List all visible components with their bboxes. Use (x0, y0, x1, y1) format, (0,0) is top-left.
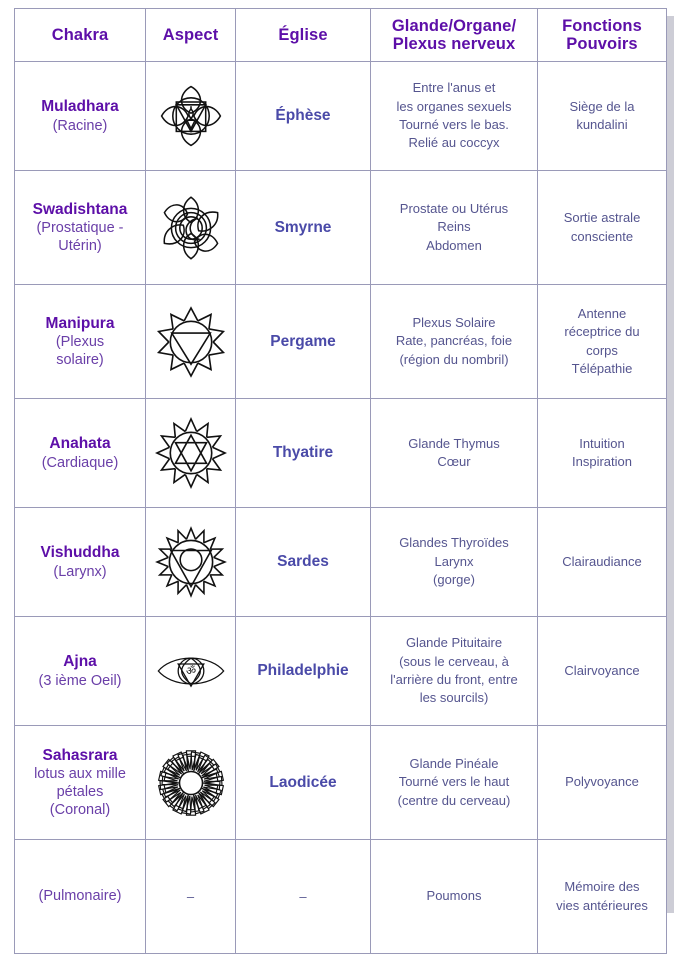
glande-text: Glande Thymus Cœur (408, 435, 500, 469)
sahasrara-thousand-petal-lotus-icon (151, 730, 230, 835)
cell-glande (371, 399, 538, 508)
table-row (15, 840, 667, 954)
cell-fonctions (538, 285, 667, 399)
cell-glande (371, 617, 538, 726)
cell-glande (371, 508, 538, 617)
table-row (15, 726, 667, 840)
chakra-name: Muladhara (41, 98, 119, 116)
cell-aspect-symbol (146, 62, 236, 171)
cell-aspect-symbol (146, 285, 236, 399)
eglise-name: Pergame (270, 332, 336, 350)
chakra-subtitle: (3 ième Oeil) (38, 672, 122, 689)
cell-eglise (236, 399, 371, 508)
fonctions-text: Antenne réceptrice du corps Télépathie (564, 305, 640, 376)
fonctions-text: Mémoire des vies antérieures (556, 879, 648, 913)
cell-chakra-name (15, 171, 146, 285)
cell-fonctions (538, 840, 667, 954)
cell-chakra-name (15, 726, 146, 840)
cell-eglise (236, 171, 371, 285)
column-header-glande-line2: Plexus nerveux (392, 35, 516, 53)
column-header-glande-line1: Glande/Organe/ (391, 16, 517, 35)
cell-chakra-name (15, 840, 146, 954)
cell-glande (371, 171, 538, 285)
eglise-name: Smyrne (274, 218, 332, 236)
eglise-name: Philadelphie (257, 662, 349, 679)
table-body (15, 62, 667, 954)
table-row (15, 617, 667, 726)
chakra-subtitle: (Prostatique - Utérin) (36, 220, 124, 255)
glande-text: Glande Pituitaire (sous le cerveau, à l'arrière du front, entre les sourcils) (390, 635, 518, 706)
cell-fonctions (538, 62, 667, 171)
cell-chakra-name (15, 62, 146, 171)
cell-eglise (236, 62, 371, 171)
cell-glande (371, 285, 538, 399)
header-row (15, 9, 667, 62)
column-header-chakra-label: Chakra (51, 25, 109, 44)
eglise-name: Laodicée (269, 773, 337, 791)
column-header-eglise-label: Église (278, 25, 328, 44)
chakra-name: Vishuddha (40, 544, 120, 562)
chakra-subtitle: lotus aux mille pétales (Coronal) (34, 766, 126, 819)
cell-aspect-symbol (146, 726, 236, 840)
column-header-aspect (146, 9, 236, 62)
fonctions-text: Sortie astrale consciente (563, 210, 641, 244)
cell-fonctions (538, 171, 667, 285)
table-row (15, 399, 667, 508)
manipura-lotus-10-petals-icon (151, 289, 230, 394)
column-header-fonctions-line2: Pouvoirs (566, 35, 638, 53)
chakra-name: Ajna (63, 653, 97, 671)
cell-fonctions (538, 617, 667, 726)
cell-fonctions (538, 399, 667, 508)
eglise-name: Éphèse (275, 107, 331, 124)
glande-text: Prostate ou Utérus Reins Abdomen (399, 200, 509, 253)
glande-text: Plexus Solaire Rate, pancréas, foie (région du nombril) (395, 314, 513, 367)
chakra-subtitle: (Racine) (52, 117, 108, 134)
cell-eglise (236, 726, 371, 840)
aspect-placeholder-dash: – (186, 888, 195, 904)
eglise-name: Sardes (277, 553, 329, 570)
cell-chakra-name (15, 285, 146, 399)
glande-text: Poumons (426, 888, 482, 904)
column-header-aspect-label: Aspect (162, 25, 219, 44)
cell-eglise (236, 508, 371, 617)
cell-chakra-name (15, 399, 146, 508)
cell-chakra-name (15, 617, 146, 726)
vishuddha-lotus-16-petals-icon (151, 512, 230, 612)
chakra-subtitle: (Cardiaque) (41, 454, 119, 471)
cell-fonctions (538, 508, 667, 617)
ajna-lotus-2-petals-om-icon (151, 621, 230, 721)
cell-aspect-symbol (146, 171, 236, 285)
fonctions-text: Siège de la kundalini (569, 98, 635, 132)
glande-text: Glandes Thyroïdes Larynx (gorge) (399, 535, 509, 588)
cell-eglise (236, 285, 371, 399)
svg-text:ॐ: ॐ (185, 664, 196, 678)
cell-fonctions (538, 726, 667, 840)
eglise-placeholder-dash: – (299, 888, 307, 904)
cell-aspect-symbol (146, 840, 236, 954)
cell-glande (371, 840, 538, 954)
table-shadow-right (666, 16, 674, 912)
table-row (15, 285, 667, 399)
cell-eglise (236, 840, 371, 954)
table-row (15, 171, 667, 285)
table-header (15, 9, 667, 62)
cell-glande (371, 62, 538, 171)
chakra-name: Swadishtana (32, 200, 128, 218)
fonctions-text: Intuition Inspiration (572, 435, 632, 469)
fonctions-text: Clairvoyance (564, 662, 640, 678)
column-header-fonctions-line1: Fonctions (562, 16, 642, 35)
cell-glande (371, 726, 538, 840)
chakra-table (14, 8, 667, 954)
column-header-fonctions (538, 9, 667, 62)
cell-chakra-name (15, 508, 146, 617)
muladhara-lotus-4-petals-icon (151, 66, 230, 166)
table-row (15, 62, 667, 171)
chakra-subtitle: (Larynx) (53, 563, 107, 580)
cell-aspect-symbol (146, 399, 236, 508)
glande-text: Glande Pinéale Tourné vers le haut (centre du cerveau) (397, 755, 511, 808)
chakra-name: Manipura (45, 314, 115, 332)
cell-aspect-symbol (146, 617, 236, 726)
fonctions-text: Clairaudiance (562, 553, 642, 569)
glande-text: Entre l'anus et les organes sexuels Tourné vers le bas. Relié au coccyx (396, 80, 512, 151)
column-header-glande (371, 9, 538, 62)
column-header-eglise (236, 9, 371, 62)
swadishtana-lotus-6-petals-icon (151, 175, 230, 280)
eglise-name: Thyatire (272, 444, 334, 461)
anahata-lotus-12-petals-icon (151, 403, 230, 503)
table-row (15, 508, 667, 617)
cell-eglise (236, 617, 371, 726)
chakra-subtitle: (Pulmonaire) (38, 888, 122, 905)
chakra-subtitle: (Plexus solaire) (55, 334, 105, 369)
chakra-name: Anahata (49, 435, 111, 453)
fonctions-text: Polyvoyance (565, 774, 639, 790)
column-header-chakra (15, 9, 146, 62)
cell-aspect-symbol (146, 508, 236, 617)
chakra-name: Sahasrara (42, 746, 118, 764)
